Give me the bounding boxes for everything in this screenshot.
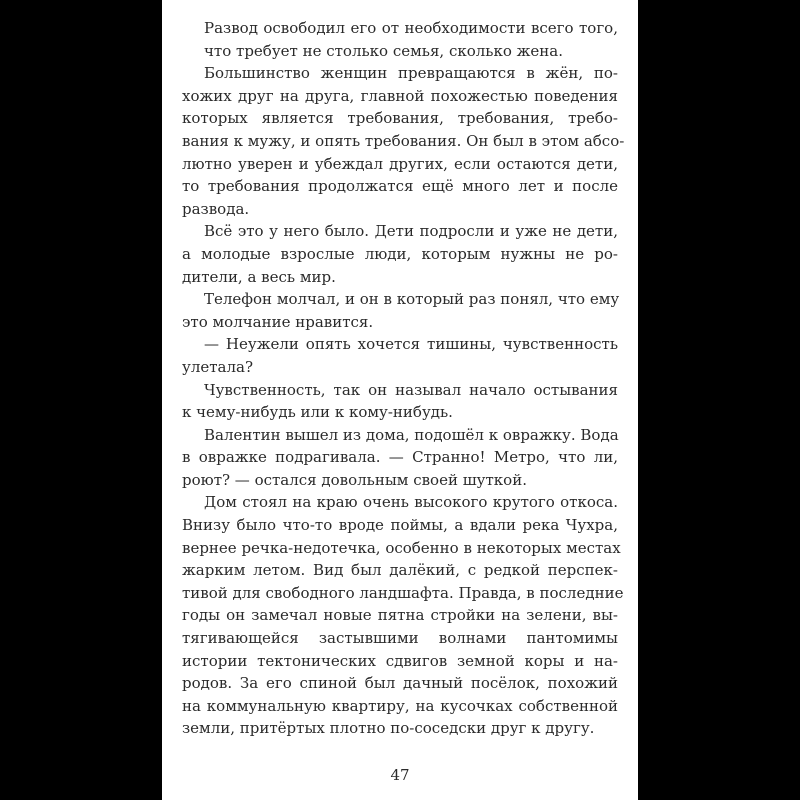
text-line: Чувственность, так он называл начало остывания — [204, 380, 618, 399]
text-line: в овражке подрагивала. — Странно! Метро, что ли, — [182, 448, 618, 467]
text-line: земли, притёртых плотно по-соседски друг к другу. — [182, 719, 595, 738]
text-line: которых является требования, требования, требо- — [182, 109, 618, 128]
text-line: — Неужели опять хочется тишины, чувственность — [204, 335, 618, 354]
text-line: вания к мужу, и опять требования. Он был в этом абсо- — [182, 131, 625, 150]
text-line: родов. За его спиной был дачный посёлок, похожий — [182, 674, 618, 693]
page-number: 47 — [390, 766, 410, 784]
text-line: развода. — [182, 199, 250, 218]
text-line: улетала? — [182, 357, 253, 376]
text-line: а молодые взрослые люди, которым нужны не ро- — [182, 244, 618, 263]
text-line: Валентин вышел из дома, подошёл к овражку. Вода — [204, 425, 619, 444]
text-line: то требования продолжатся ещё много лет и после — [182, 177, 618, 196]
text-line: на коммунальную квартиру, на кусочках собственной — [182, 696, 618, 715]
left-margin-bar — [0, 0, 162, 800]
text-line: тивой для свободного ландшафта. Правда, в последние — [182, 583, 624, 602]
text-line: что требует не столько семья, сколько жена. — [204, 41, 564, 60]
text-line: это молчание нравится. — [182, 312, 374, 331]
page-body-text — [182, 17, 625, 740]
text-line: жарким летом. Вид был далёкий, с редкой перспек- — [182, 561, 618, 580]
text-line: роют? — остался довольным своей шуткой. — [182, 470, 527, 489]
text-line: Внизу было что-то вроде поймы, а вдали река Чухра, — [182, 516, 618, 535]
text-line: истории тектонических сдвигов земной коры и на- — [182, 651, 618, 670]
text-line: Большинство женщин превращаются в жён, по- — [204, 64, 618, 83]
text-line: дители, а весь мир. — [182, 267, 336, 286]
text-line: лютно уверен и убеждал других, если остаются дети, — [182, 154, 618, 173]
text-line: тягивающейся застывшими волнами пантомимы — [182, 629, 618, 648]
text-line: Всё это у него было. Дети подросли и уже не дети, — [204, 222, 618, 241]
right-margin-bar — [638, 0, 800, 800]
text-line: хожих друг на друга, главной похожестью поведения — [182, 86, 618, 105]
text-line: Развод освободил его от необходимости всего того, — [204, 19, 618, 37]
text-line: годы он замечал новые пятна стройки на зелени, вы- — [182, 606, 618, 625]
text-line: вернее речка-недотечка, особенно в некоторых местах — [182, 538, 621, 557]
text-line: к чему-нибудь или к кому-нибудь. — [182, 403, 453, 422]
text-line: Дом стоял на краю очень высокого крутого откоса. — [204, 493, 618, 512]
book-page — [162, 0, 638, 800]
text-line: Телефон молчал, и он в который раз понял, что ему — [204, 290, 620, 309]
